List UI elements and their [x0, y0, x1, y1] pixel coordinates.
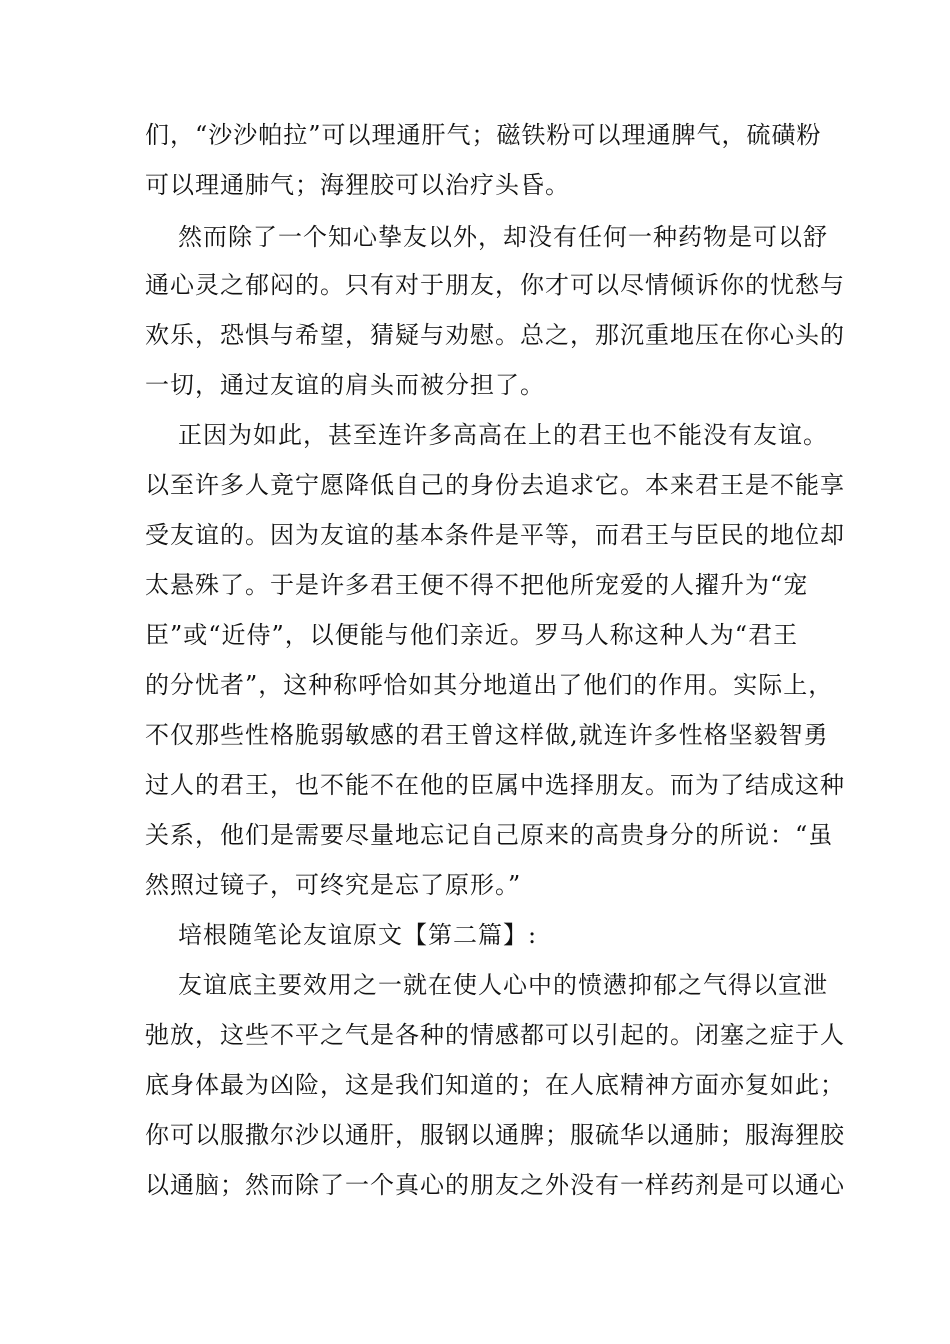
paragraph-start-line: 正因为如此，甚至连许多高高在上的君王也不能没有友谊。	[178, 421, 828, 449]
text-line: 们，“沙沙帕拉”可以理通肝气；磁铁粉可以理通脾气，硫磺粉	[145, 121, 822, 149]
text-line: 然照过镜子，可终究是忘了原形。”	[145, 871, 522, 899]
text-line: 通心灵之郁闷的。只有对于朋友，你才可以尽情倾诉你的忧愁与	[145, 271, 845, 299]
text-line: 可以理通肺气；海狸胶可以治疗头昏。	[145, 171, 570, 199]
text-line: 欢乐，恐惧与希望，猜疑与劝慰。总之，那沉重地压在你心头的	[145, 321, 845, 349]
text-line: 关系，他们是需要尽量地忘记自己原来的高贵身分的所说：“虽	[145, 821, 834, 849]
text-line: 不仅那些性格脆弱敏感的君王曾这样做,就连许多性格坚毅智勇	[145, 721, 829, 749]
text-line: 受友谊的。因为友谊的基本条件是平等，而君王与臣民的地位却	[145, 521, 845, 549]
text-line: 过人的君王，也不能不在他的臣属中选择朋友。而为了结成这种	[145, 771, 845, 799]
text-line: 臣”或“近侍”，以便能与他们亲近。罗马人称这种人为“君王	[145, 621, 799, 649]
text-line: 弛放，这些不平之气是各种的情感都可以引起的。闭塞之症于人	[145, 1021, 845, 1049]
text-line: 以通脑；然而除了一个真心的朋友之外没有一样药剂是可以通心	[145, 1171, 845, 1199]
text-line: 以至许多人竟宁愿降低自己的身份去追求它。本来君王是不能享	[145, 471, 845, 499]
text-line: 的分忧者”，这种称呼恰如其分地道出了他们的作用。实际上，	[145, 671, 834, 699]
paragraph-start-line: 然而除了一个知心挚友以外，却没有任何一种药物是可以舒	[178, 223, 828, 251]
section-heading: 培根随笔论友谊原文【第二篇】:	[178, 921, 538, 949]
paragraph-start-line: 友谊底主要效用之一就在使人心中的愤懑抑郁之气得以宣泄	[178, 971, 828, 999]
text-line: 太悬殊了。于是许多君王便不得不把他所宠爱的人擢升为“宠	[145, 571, 809, 599]
text-line: 底身体最为凶险，这是我们知道的；在人底精神方面亦复如此；	[145, 1071, 845, 1099]
text-line: 你可以服撒尔沙以通肝，服钢以通脾；服硫华以通肺；服海狸胶	[145, 1121, 845, 1149]
text-line: 一切，通过友谊的肩头而被分担了。	[145, 371, 545, 399]
